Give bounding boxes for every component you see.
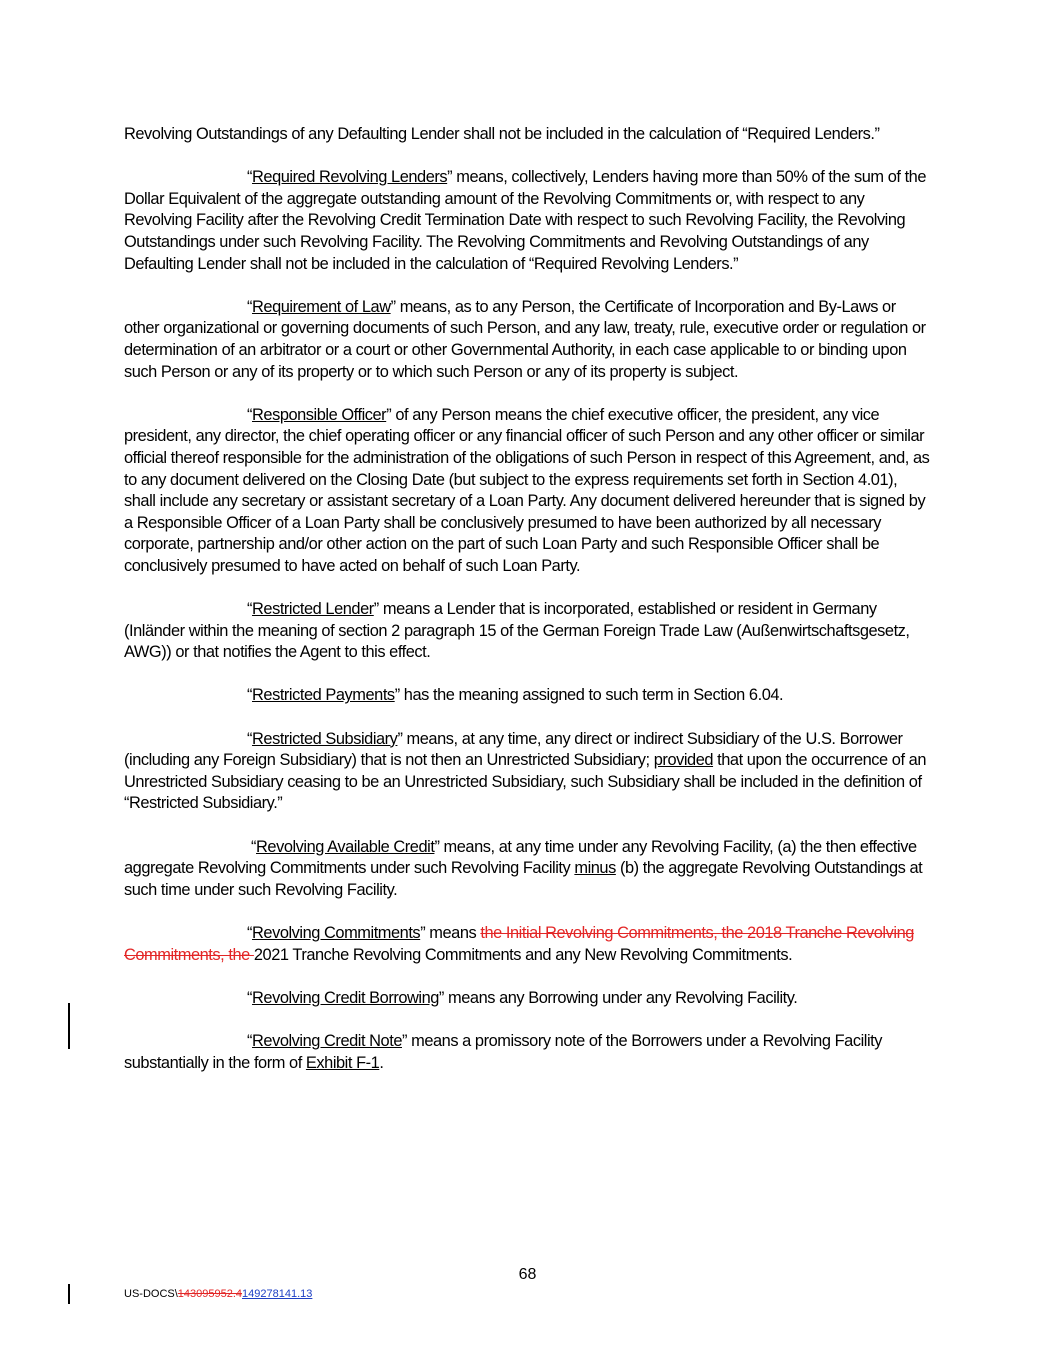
- open-quote: “: [247, 168, 253, 187]
- definition-restricted-lender: [124, 599, 932, 664]
- definition-text: ” means a Lender that is incorporated, established or resident in Germany (Inländer within the meaning of section 2 paragraph 15 of the German Foreign Trade Law (Außenwirtschaftsgesetz, AWG)) or that notifies the Agent to this effect.: [124, 600, 910, 662]
- document-body: [124, 124, 932, 1096]
- minus-term: minus: [574, 859, 616, 878]
- defined-term: Required Revolving Lenders: [252, 168, 448, 187]
- paragraph-text: Revolving Outstandings of any Defaulting Lender shall not be included in the calculation of “Required Lenders.”: [124, 125, 880, 143]
- open-quote: “: [247, 988, 253, 1007]
- definition-text: ” means: [420, 923, 481, 942]
- open-quote: “: [247, 405, 253, 424]
- open-quote: “: [251, 837, 257, 856]
- paragraph-required-lenders-tail: [124, 124, 932, 146]
- definition-requirement-of-law: [124, 297, 932, 383]
- defined-term: Restricted Subsidiary: [252, 729, 398, 748]
- change-bar-footer: [68, 1284, 70, 1304]
- defined-term: Revolving Credit Borrowing: [252, 988, 439, 1007]
- defined-term: Restricted Payments: [252, 686, 395, 705]
- definition-restricted-subsidiary: [124, 729, 932, 815]
- footer-prefix: US-DOCS\: [124, 1288, 178, 1300]
- open-quote: “: [247, 600, 253, 619]
- open-quote: “: [247, 686, 253, 705]
- footer-inserted-id: 149278141.13: [242, 1288, 313, 1300]
- definition-text: that upon the occurrence of an Unrestricted Subsidiary ceasing to be an Unrestricted Subsidiary, such Subsidiary shall be included in the definition of “Restricted Subsidiary.”: [124, 751, 926, 813]
- definition-text: ” means a promissory note of the Borrowers under a Revolving Facility substantially in the form of: [124, 1031, 883, 1072]
- defined-term: Revolving Commitments: [252, 923, 421, 942]
- defined-term: Revolving Available Credit: [256, 837, 435, 856]
- definition-revolving-credit-borrowing: [124, 988, 932, 1010]
- definition-text: ” means, at any time under any Revolving Facility, (a) the then effective aggregate Revolving Commitments under such Revolving Facility: [124, 837, 917, 878]
- open-quote: “: [247, 729, 253, 748]
- defined-term: Requirement of Law: [252, 297, 391, 316]
- definition-text: ” means, at any time, any direct or indirect Subsidiary of the U.S. Borrower (including any Foreign Subsidiary) that is not then an Unrestricted Subsidiary;: [124, 729, 903, 770]
- open-quote: “: [247, 1031, 253, 1050]
- definition-text: 2021 Tranche Revolving Commitments and any New Revolving Commitments.: [253, 945, 793, 964]
- definition-text: ” has the meaning assigned to such term in Section 6.04.: [394, 686, 784, 705]
- definition-required-revolving-lenders: [124, 167, 932, 275]
- definition-text: ” means any Borrowing under any Revolving Facility.: [438, 988, 798, 1007]
- open-quote: “: [247, 297, 253, 316]
- defined-term: Restricted Lender: [252, 600, 374, 619]
- definition-revolving-commitments: [124, 923, 932, 966]
- definition-revolving-available-credit: [124, 837, 932, 902]
- definition-text: ” of any Person means the chief executive officer, the president, any vice president, any director, the chief operating officer or any financial officer of such Person and any other officer or similar official thereof responsible for the administration of the obligations of such Person in respect of this Agreement, and, as to any document delivered on the Closing Date (but subject to the express requirements set forth in Section 4.01), shall include any secretary or assistant secretary of a Loan Party. Any document delivered hereunder that is signed by a Responsible Officer of a Loan Party shall be conclusively presumed to have been authorized by all necessary corporate, partnership and/or other action on the part of such Loan Party and such Responsible Officer shall be conclusively presumed to have acted on behalf of such Loan Party.: [124, 405, 930, 575]
- exhibit-reference: Exhibit F-1: [305, 1053, 380, 1072]
- defined-term: Revolving Credit Note: [252, 1031, 402, 1050]
- page-number: 68: [518, 1266, 537, 1283]
- definition-text: .: [379, 1053, 384, 1072]
- footer-deleted-id: 143095952.4: [177, 1288, 243, 1300]
- change-bar: [68, 1003, 70, 1049]
- deleted-text: the Initial Revolving Commitments, the 2018 Tranche Revolving Commitments, the: [124, 923, 914, 964]
- definition-text: ” means, as to any Person, the Certificate of Incorporation and By-Laws or other organizational or governing documents of such Person, and any law, treaty, rule, executive order or regulation or determination of an arbitrator or a court or other Governmental Authority, in each case applicable to or binding upon such Person or any of its property or to which such Person or any of its property is subject.: [124, 297, 926, 381]
- open-quote: “: [247, 923, 253, 942]
- definition-revolving-credit-note: [124, 1031, 932, 1074]
- definition-responsible-officer: [124, 405, 932, 578]
- document-footer: [124, 1288, 312, 1300]
- defined-term: Responsible Officer: [252, 405, 387, 424]
- definition-text: (b) the aggregate Revolving Outstandings at such time under such Revolving Facility.: [124, 859, 923, 899]
- definition-text: ” means, collectively, Lenders having more than 50% of the sum of the Dollar Equivalent of the aggregate outstanding amount of the Revolving Commitments or, with respect to any Revolving Facility after the Revolving Credit Termination Date with respect to such Revolving Facility, the Revolving Outstandings under such Revolving Facility. The Revolving Commitments and Revolving Outstandings of any Defaulting Lender shall not be included in the calculation of “Required Revolving Lenders.”: [124, 168, 927, 273]
- definition-restricted-payments: [124, 685, 932, 707]
- provided-term: provided: [653, 751, 714, 770]
